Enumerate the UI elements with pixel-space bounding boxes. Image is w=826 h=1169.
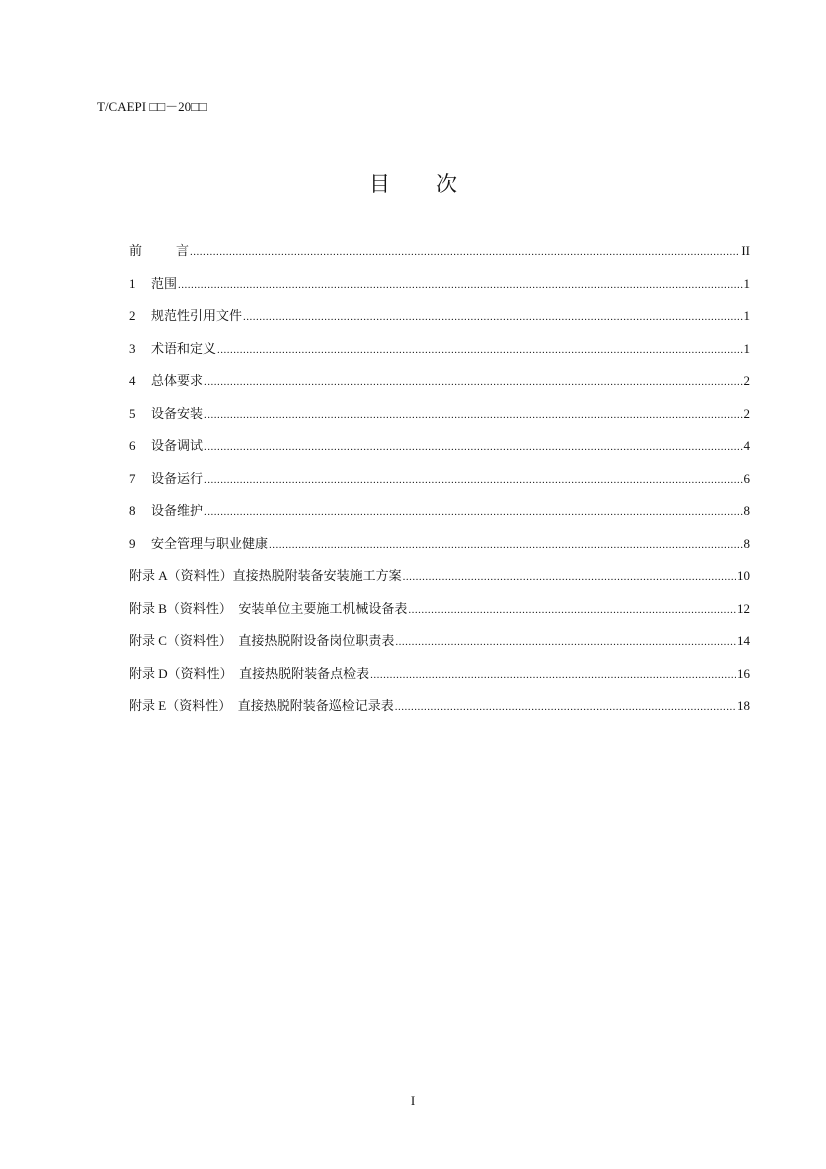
toc-page-number: 14	[737, 633, 750, 648]
dot-leader	[204, 474, 742, 486]
toc-label: 设备安装	[151, 405, 204, 421]
toc-page-number: 4	[743, 438, 750, 453]
toc-page-number: 2	[743, 373, 750, 388]
toc-section-number: 4	[129, 373, 136, 388]
dot-leader	[178, 279, 742, 291]
toc-label: 范围	[151, 275, 178, 291]
toc-label: 附录 C（资料性） 直接热脱附设备岗位职责表	[129, 633, 395, 648]
toc-page-number: 1	[743, 340, 750, 356]
dot-leader	[269, 539, 742, 551]
toc-entry-appendix-c[interactable]	[129, 630, 750, 663]
toc-entry-equipment-operation[interactable]	[129, 468, 750, 501]
dot-leader	[217, 344, 742, 356]
title-char-1: 目	[369, 172, 390, 196]
toc-page-number: 12	[737, 600, 750, 616]
toc-entry-appendix-e[interactable]	[129, 695, 750, 728]
toc-label: 规范性引用文件	[151, 308, 243, 323]
dot-leader	[204, 409, 742, 421]
toc-section-number: 3	[129, 340, 136, 356]
page-number-footer: I	[410, 1093, 416, 1108]
toc-entry-appendix-d[interactable]	[129, 663, 750, 696]
toc-page-number: 10	[737, 568, 750, 583]
toc-page-number: II	[741, 243, 750, 258]
dot-leader	[395, 636, 736, 648]
dot-leader	[190, 246, 740, 258]
toc-label: 附录 B（资料性） 安装单位主要施工机械设备表	[129, 600, 408, 616]
toc-entry-appendix-b[interactable]	[129, 598, 750, 631]
toc-entry-preface[interactable]	[129, 240, 750, 273]
toc-label: 附录 A（资料性）直接热脱附装备安装施工方案	[129, 568, 402, 583]
toc-label: 附录 E（资料性） 直接热脱附装备巡检记录表	[129, 698, 394, 713]
toc-section-number: 9	[129, 535, 136, 551]
toc-entry-appendix-a[interactable]	[129, 565, 750, 598]
toc-section-number: 2	[129, 308, 136, 323]
dot-leader	[243, 311, 742, 323]
toc-label: 安全管理与职业健康	[151, 535, 269, 551]
toc-entry-equipment-installation[interactable]	[129, 403, 750, 436]
toc-page-number: 16	[737, 665, 750, 681]
toc-label: 设备维护	[151, 503, 204, 518]
toc-page-number: 2	[743, 405, 750, 421]
table-of-contents	[129, 240, 750, 728]
toc-label: 前 言	[129, 243, 190, 258]
toc-section-number: 8	[129, 503, 136, 518]
dot-leader	[204, 506, 742, 518]
toc-label: 附录 D（资料性） 直接热脱附装备点检表	[129, 665, 370, 681]
dot-leader	[403, 571, 736, 583]
toc-page-number: 1	[743, 308, 750, 323]
toc-page-number: 1	[743, 275, 750, 291]
toc-section-number: 7	[129, 470, 136, 486]
dot-leader	[395, 701, 736, 713]
toc-page-number: 18	[737, 698, 750, 713]
toc-page-number: 8	[743, 503, 750, 518]
toc-section-number: 5	[129, 405, 136, 421]
toc-section-number: 1	[129, 275, 136, 291]
toc-entry-terms-definitions[interactable]	[129, 338, 750, 371]
dot-leader	[204, 441, 742, 453]
toc-entry-normative-references[interactable]	[129, 305, 750, 338]
toc-label: 总体要求	[151, 373, 204, 388]
toc-label: 设备调试	[151, 438, 204, 453]
toc-page-number: 8	[743, 535, 750, 551]
toc-label: 术语和定义	[151, 340, 217, 356]
toc-entry-general-requirements[interactable]	[129, 370, 750, 403]
dot-leader	[370, 669, 736, 681]
standard-code-header: T/CAEPI □□－20□□	[97, 99, 207, 114]
toc-entry-equipment-commissioning[interactable]	[129, 435, 750, 468]
title-char-2: 次	[436, 172, 457, 196]
toc-label: 设备运行	[151, 470, 204, 486]
dot-leader	[204, 376, 742, 388]
toc-page-number: 6	[743, 470, 750, 486]
dot-leader	[408, 604, 736, 616]
toc-section-number: 6	[129, 438, 136, 453]
toc-entry-scope[interactable]	[129, 273, 750, 306]
toc-entry-equipment-maintenance[interactable]	[129, 500, 750, 533]
page-title	[0, 168, 826, 198]
toc-entry-safety-health[interactable]	[129, 533, 750, 566]
